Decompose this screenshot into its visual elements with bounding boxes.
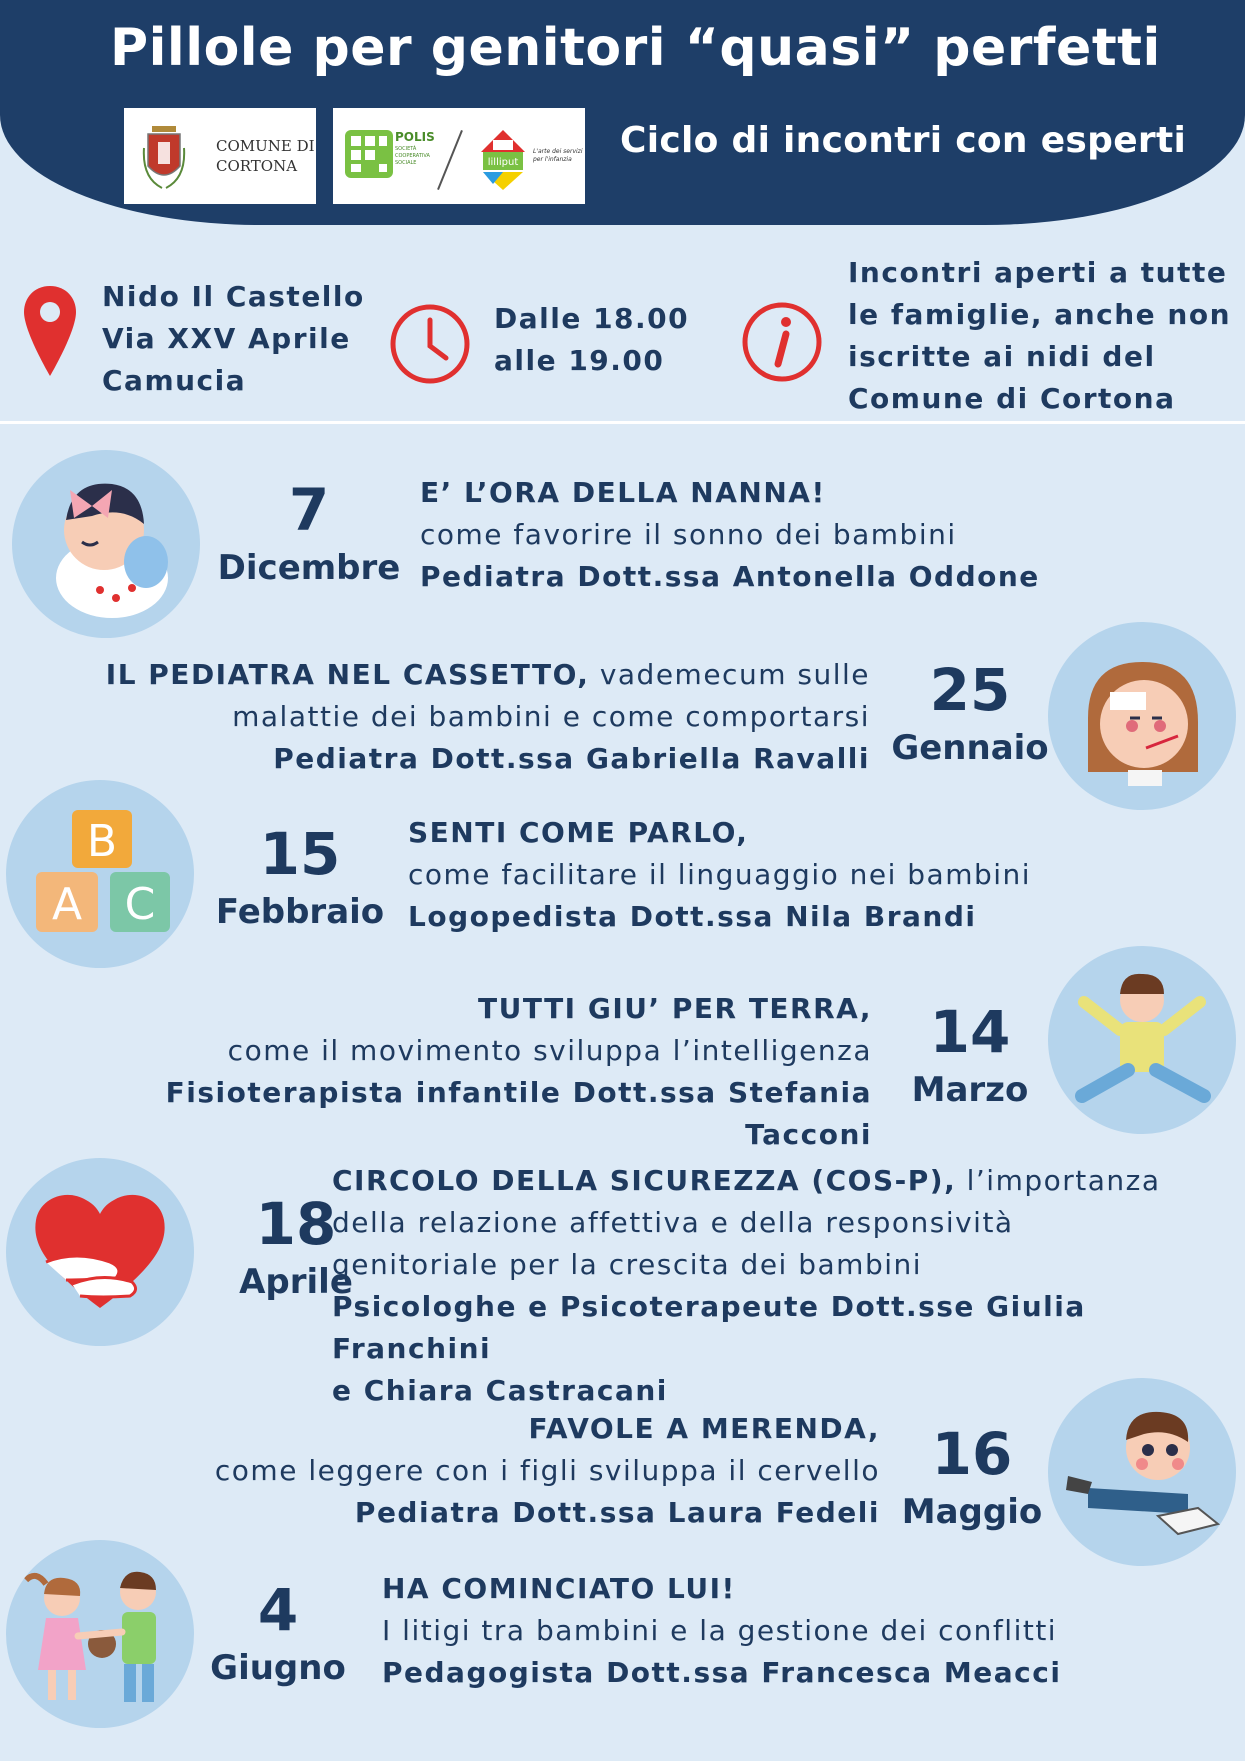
- event-title: SENTI COME PARLO,: [408, 816, 749, 849]
- section-divider: [0, 421, 1245, 424]
- comune-cortona-logo: [124, 108, 316, 204]
- lilliput-house-icon: [473, 118, 533, 198]
- polis-lilliput-logo: [333, 108, 585, 204]
- location-info: [102, 276, 365, 402]
- event-expert: Pediatra Dott.ssa Antonella Oddone: [420, 560, 1040, 593]
- time-line: alle 19.00: [494, 344, 665, 377]
- sleeping-baby-icon: [12, 450, 200, 638]
- event-title: IL PEDIATRA NEL CASSETTO,: [105, 658, 590, 691]
- block-letter: A: [51, 879, 83, 930]
- lilliput-sub: L'arte dei servizi per l'infanzia: [533, 148, 583, 163]
- event-title: CIRCOLO DELLA SICUREZZA (COS-P),: [332, 1164, 957, 1197]
- note-line: le famiglie, anche non: [848, 298, 1231, 331]
- event-expert: Pediatra Dott.ssa Gabriella Ravalli: [273, 742, 870, 775]
- event-day: 7: [288, 476, 330, 544]
- jumping-child-icon: [1048, 946, 1236, 1134]
- header-banner: [0, 0, 1245, 225]
- page-title: Pillole per genitori “quasi” perfetti: [110, 18, 1161, 78]
- event-expert: Fisioterapista infantile Dott.ssa Stefania Tacconi: [165, 1076, 872, 1151]
- event-month: Febbraio: [215, 892, 385, 932]
- event-title: FAVOLE A MERENDA,: [528, 1412, 880, 1445]
- clock-icon: [388, 302, 472, 386]
- event-description: come leggere con i figli sviluppa il cervello: [214, 1454, 880, 1487]
- event-details: [40, 1408, 880, 1534]
- polis-name: POLIS: [395, 130, 435, 144]
- event-title: E’ L’ORA DELLA NANNA!: [420, 476, 826, 509]
- event-day: 4: [257, 1576, 299, 1644]
- event-description: I litigi tra bambini e la gestione dei conflitti: [382, 1614, 1058, 1647]
- event-day: 18: [255, 1190, 337, 1258]
- location-line: Nido Il Castello: [102, 280, 365, 313]
- fighting-children-icon: [6, 1540, 194, 1728]
- event-expert: Logopedista Dott.ssa Nila Brandi: [408, 900, 977, 933]
- cortona-text-line1: COMUNE DI: [216, 137, 315, 155]
- event-expert: Psicologhe e Psicoterapeute Dott.sse Giulia Franchini: [332, 1290, 1086, 1365]
- event-day: 16: [931, 1420, 1013, 1488]
- event-expert: Pedagogista Dott.ssa Francesca Meacci: [382, 1656, 1062, 1689]
- time-info: [494, 298, 689, 382]
- info-icon: [740, 300, 824, 384]
- note-info: [848, 252, 1231, 420]
- event-expert: Pediatra Dott.ssa Laura Fedeli: [354, 1496, 880, 1529]
- crest-icon: [142, 118, 186, 194]
- event-description: genitoriale per la crescita dei bambini: [332, 1248, 923, 1281]
- block-letter: C: [124, 879, 156, 930]
- polis-icon: [339, 116, 401, 196]
- location-line: Camucia: [102, 364, 247, 397]
- note-line: iscritte ai nidi del: [848, 340, 1156, 373]
- event-details: [40, 654, 870, 780]
- event-details: [382, 1568, 1061, 1694]
- event-details: [408, 812, 1031, 938]
- note-line: Comune di Cortona: [848, 382, 1176, 415]
- event-month: Maggio: [901, 1492, 1043, 1532]
- event-title: HA COMINCIATO LUI!: [382, 1572, 736, 1605]
- event-expert: e Chiara Castracani: [332, 1374, 668, 1407]
- sick-child-icon: [1048, 622, 1236, 810]
- time-line: Dalle 18.00: [494, 302, 690, 335]
- event-month: Marzo: [911, 1070, 1029, 1110]
- event-description: come facilitare il linguaggio nei bambini: [408, 858, 1032, 891]
- event-month: Giugno: [210, 1648, 346, 1688]
- event-day: 14: [929, 998, 1011, 1066]
- lilliput-name: lilliput: [487, 157, 519, 168]
- event-title: TUTTI GIU’ PER TERRA,: [478, 992, 872, 1025]
- block-letter: B: [86, 816, 118, 867]
- heart-hug-icon: [6, 1158, 194, 1346]
- event-details: [332, 1160, 1245, 1412]
- event-details: [420, 472, 1040, 598]
- event-description: come il movimento sviluppa l’intelligenza: [227, 1034, 872, 1067]
- event-details: [40, 988, 872, 1156]
- event-day: 25: [929, 656, 1011, 724]
- polis-sub: SOCIETÀ COOPERATIVA SOCIALE: [395, 146, 430, 166]
- event-description-inline: l’importanza: [956, 1164, 1161, 1197]
- event-description: come favorire il sonno dei bambini: [420, 518, 957, 551]
- event-description: malattie dei bambini e come comportarsi: [232, 700, 870, 733]
- location-line: Via XXV Aprile: [102, 322, 351, 355]
- event-description-inline: vademecum sulle: [589, 658, 870, 691]
- event-month: Aprile: [239, 1262, 353, 1302]
- location-pin-icon: [22, 284, 78, 380]
- cortona-text-line2: CORTONA: [216, 157, 298, 175]
- event-description: della relazione affettiva e della responsività: [332, 1206, 1014, 1239]
- event-day: 15: [259, 820, 341, 888]
- event-month: Dicembre: [217, 548, 401, 588]
- event-month: Gennaio: [891, 728, 1049, 768]
- abc-blocks-icon: [6, 780, 194, 968]
- page-subtitle: Ciclo di incontri con esperti: [620, 120, 1187, 161]
- note-line: Incontri aperti a tutte: [848, 256, 1228, 289]
- reading-child-icon: [1048, 1378, 1236, 1566]
